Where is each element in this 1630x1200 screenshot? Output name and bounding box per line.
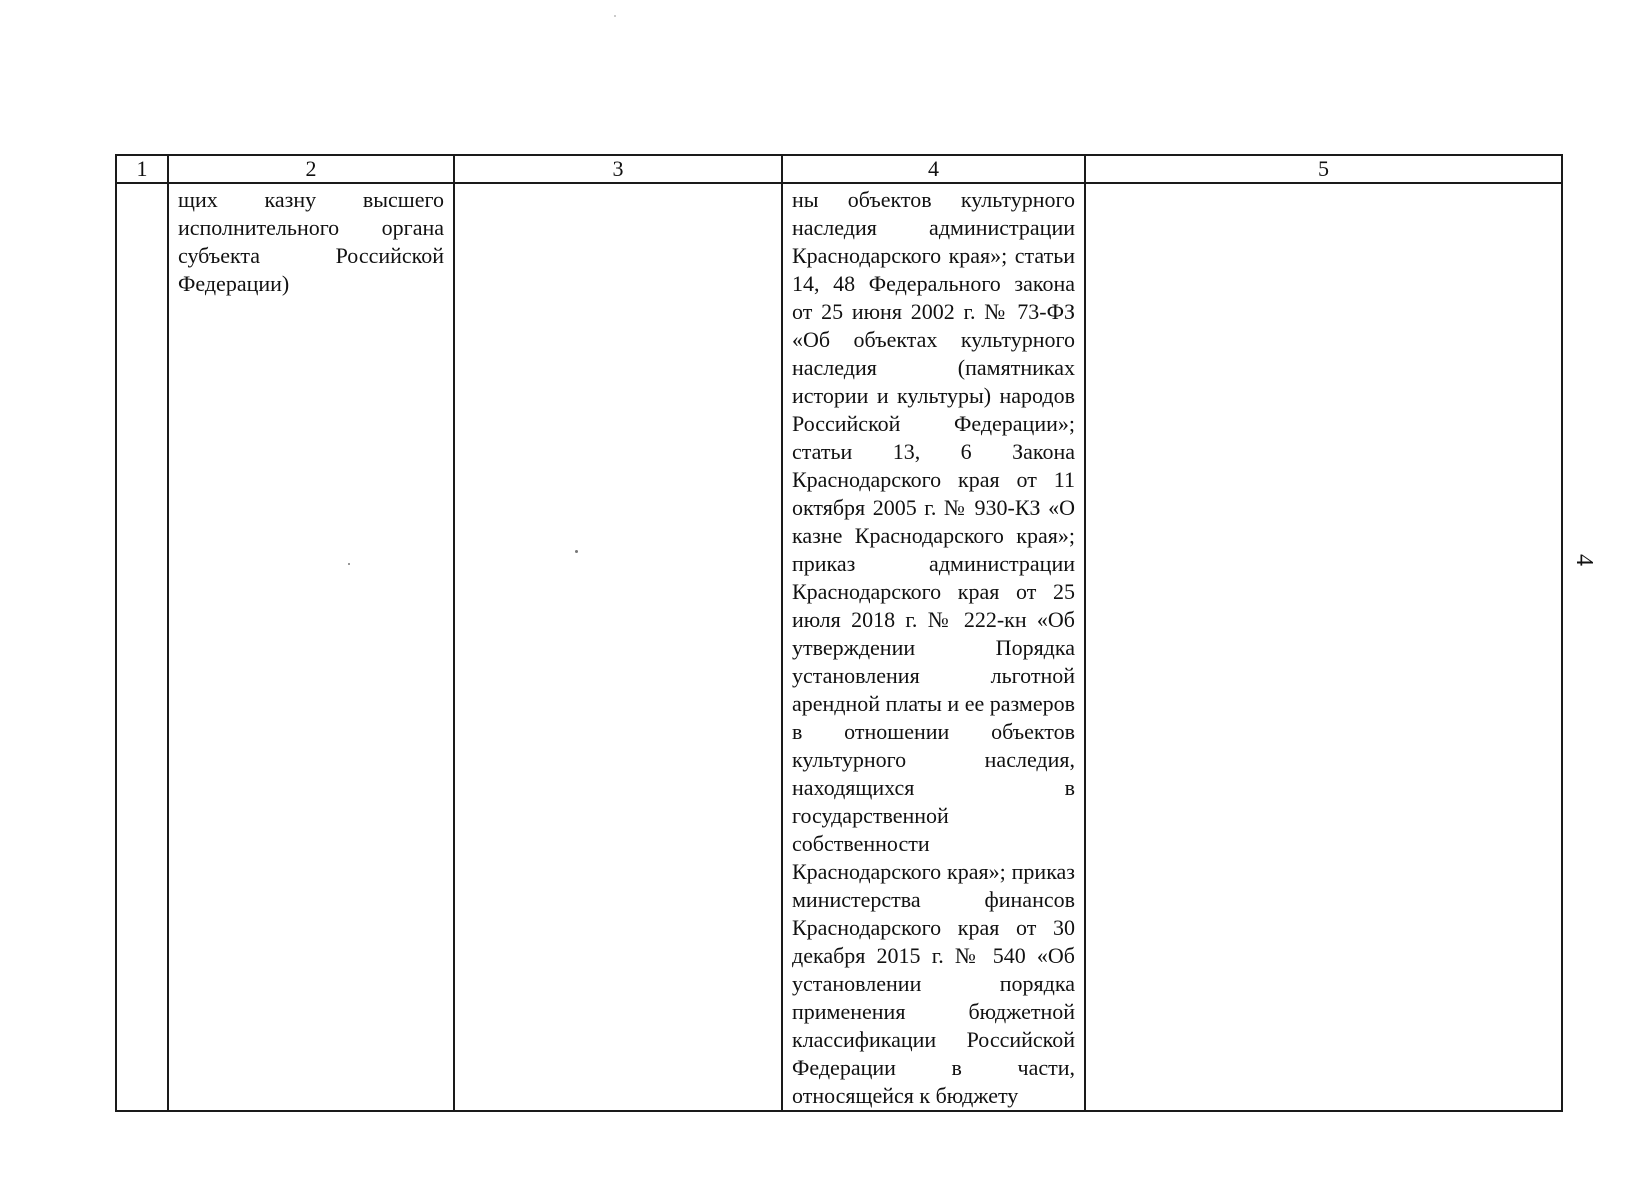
row-cell-5-text (1086, 184, 1561, 186)
row-cell-3-text (455, 184, 781, 186)
row-cell-3 (454, 183, 782, 1111)
header-cell-3: 3 (454, 155, 782, 183)
header-cell-1: 1 (116, 155, 168, 183)
document-table (115, 154, 1563, 1112)
row-cell-4-text: ны объектов культурного наследия администрации Краснодарского края»; статьи 14, 48 Федерального закона от 25 июня 2002 г. № 73-ФЗ «Об объектах культурного наследия (памятниках истории и культуры) народов Российской Федерации»; статьи 13, 6 Закона Краснодарского края от 11 октября 2005 г. № 930-КЗ «О казне Краснодарского края»; приказ администрации Краснодарского края от 25 июля 2018 г. № 222-кн «Об утверждении Порядка установления льготной арендной платы и ее размеров в отношении объектов культурного наследия, находящихся в государственной собственности Краснодарского края»; приказ министерства финансов Краснодарского края от 30 декабря 2015 г. № 540 «Об установлении порядка применения бюджетной классификации Российской Федерации в части, относящейся к бюджету (792, 187, 1075, 1108)
row-cell-5 (1085, 183, 1562, 1111)
scan-speck (575, 550, 578, 553)
scan-speck (614, 15, 616, 17)
row-cell-2 (168, 183, 454, 1111)
scan-speck (348, 563, 350, 565)
row-cell-1-text (117, 184, 167, 186)
row-cell-2-text: щих казну высшего исполнительного органа субъекта Российской Федерации) (178, 187, 444, 296)
row-cell-1 (116, 183, 168, 1111)
header-cell-5: 5 (1085, 155, 1562, 183)
table-header-row (116, 155, 1562, 183)
row-cell-4 (782, 183, 1085, 1111)
header-cell-4: 4 (782, 155, 1085, 183)
header-cell-2: 2 (168, 155, 454, 183)
page-number: 4 (1571, 554, 1597, 566)
table-row (116, 183, 1562, 1111)
